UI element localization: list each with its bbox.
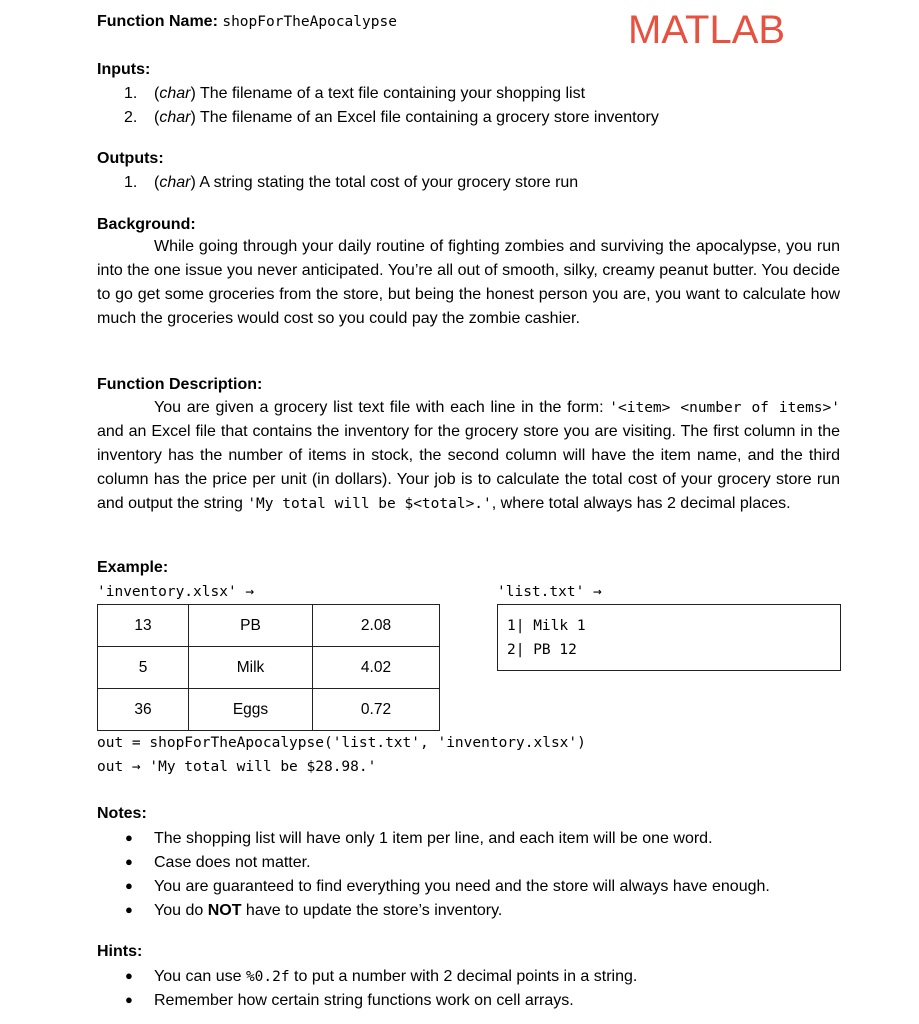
bullet-icon: ● [125,878,133,893]
list-file-box [497,604,841,671]
table-cell: 5 [98,647,189,689]
inventory-table [97,604,440,731]
table-row [98,605,440,647]
notes-heading: Notes: [97,805,147,822]
hint-item: ● You can use %0.2f to put a number with 2 decimal points in a string. [125,968,638,985]
table-cell: Milk [189,647,313,689]
format-spec-code: %0.2f [245,969,290,985]
line-format-code: '<item> <number of items>' [609,400,840,416]
function-name-label: Function Name: [97,13,218,30]
example-call-line: out = shopForTheApocalypse('list.txt', 'inventory.xlsx') [97,735,586,751]
table-cell: PB [189,605,313,647]
function-description-paragraph: You are given a grocery list text file with each line in the form: '<item> <number of items>' and an Excel file that contains the inventory for the grocery store you are visiting. The first column in the inventory has the number of items in stock, the second column will have the item name, and the third column has the price per unit (in dollars). Your job is to calculate the total cost of your grocery store run and output the string 'My total will be $<total>.', where total always has 2 decimal places. [97,399,840,512]
note-item: ● You are guaranteed to find everything you need and the store will always have enough. [125,878,770,895]
outputs-heading: Outputs: [97,150,164,167]
function-name: shopForTheApocalypse [222,14,397,30]
inputs-heading: Inputs: [97,61,151,78]
note-item: ● Case does not matter. [125,854,311,871]
table-cell: 2.08 [313,605,440,647]
input-item: 2. (char) The filename of an Excel file containing a grocery store inventory [124,109,659,126]
example-result-line: out → 'My total will be $28.98.' [97,759,377,775]
inventory-label: 'inventory.xlsx' → [97,584,255,600]
output-item: 1. (char) A string stating the total cost of your grocery store run [124,174,579,191]
table-cell: 13 [98,605,189,647]
table-cell: Eggs [189,689,313,731]
bullet-icon: ● [125,992,133,1007]
language-badge: MATLAB [628,8,786,52]
example-heading: Example: [97,559,169,576]
bullet-icon: ● [125,830,133,845]
list-line: 2| PB 12 [507,642,577,658]
function-name-row [97,12,397,32]
bullet-icon: ● [125,854,133,869]
table-row [98,647,440,689]
table-cell: 4.02 [313,647,440,689]
note-item: ● The shopping list will have only 1 item per line, and each item will be one word. [125,830,713,847]
function-description-heading: Function Description: [97,376,263,393]
note-item: ● You do NOT have to update the store’s inventory. [125,902,503,919]
background-paragraph: While going through your daily routine of fighting zombies and surviving the apocalypse, you run into the one issue you never anticipated. You’re all out of smooth, silky, creamy peanut butter. You decide to go get some groceries from the store, but being the honest person you are, you want to calculate how much the groceries would cost so you could pay the zombie cashier. [97,238,840,327]
table-cell: 36 [98,689,189,731]
input-item: 1. (char) The filename of a text file containing your shopping list [124,85,586,102]
hint-item: ● Remember how certain string functions work on cell arrays. [125,992,574,1009]
hints-heading: Hints: [97,943,143,960]
bullet-icon: ● [125,902,133,917]
list-label: 'list.txt' → [497,584,602,600]
table-cell: 0.72 [313,689,440,731]
table-row [98,689,440,731]
list-line: 1| Milk 1 [507,618,586,634]
bullet-icon: ● [125,968,133,983]
output-format-code: 'My total will be $<total>.' [247,496,492,512]
background-heading: Background: [97,216,196,233]
